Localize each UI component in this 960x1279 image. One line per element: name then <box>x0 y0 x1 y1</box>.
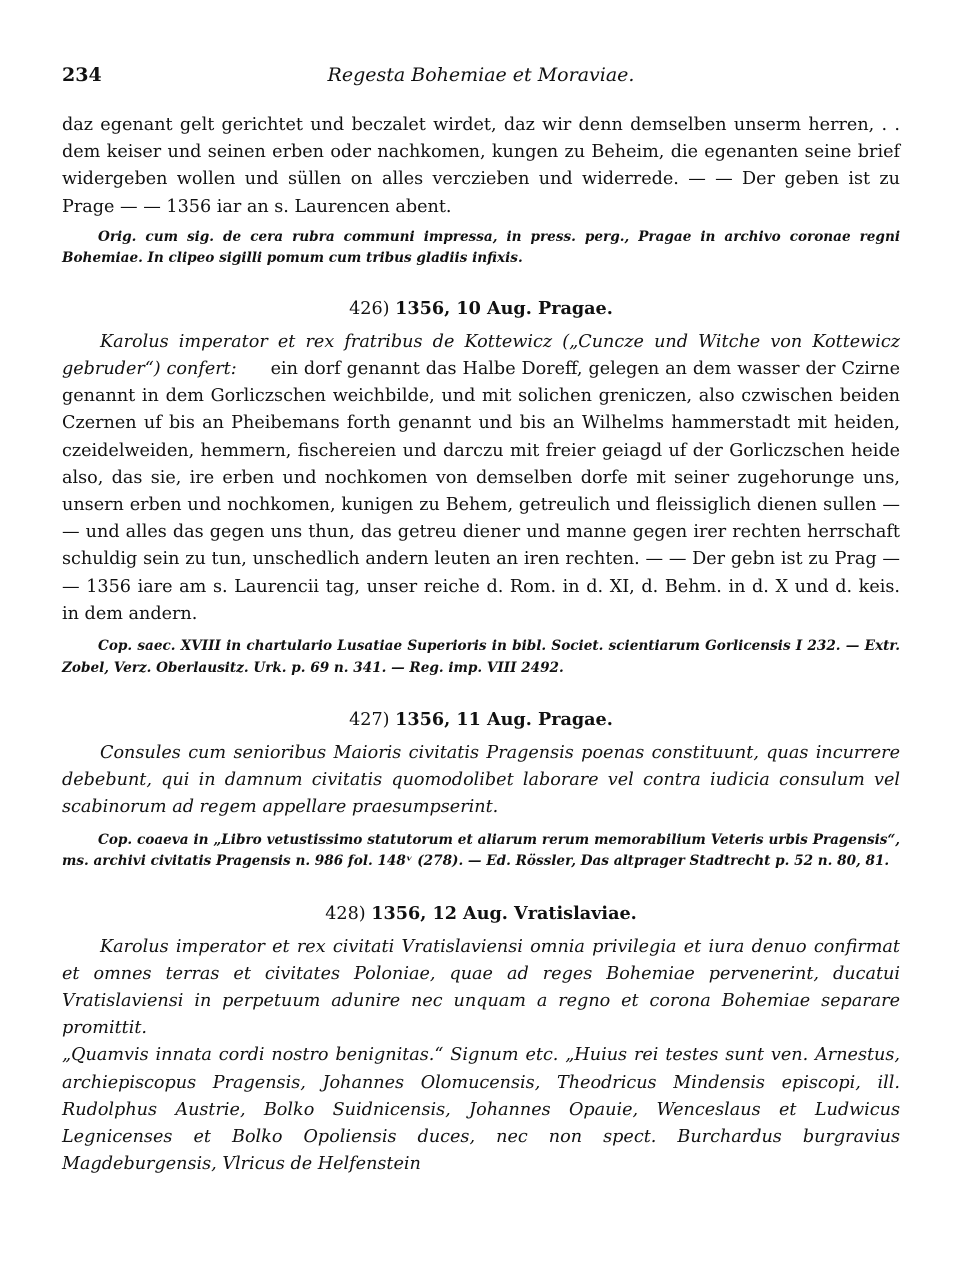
entry-note <box>62 636 900 679</box>
continuation-note-text: Orig. cum sig. de cera rubra communi impressa, in press. perg., Pragae in archivo coronae regni Bohemiae. In clipeo sigilli pomum cum tribus gladiis infixis. <box>62 228 900 267</box>
entry-number: 426) <box>349 298 390 319</box>
running-title: Regesta Bohemiae et Moraviae. <box>327 64 635 86</box>
entry-427 <box>62 709 900 873</box>
entry-heading <box>62 709 900 730</box>
entry-body <box>62 329 900 628</box>
entry-note-text: Cop. coaeva in „Libro vetustissimo statutorum et aliarum rerum memorabilium Veteris urbis Pragensis“, ms. archivi civitatis Pragensis n. 986 fol. 148ᵛ (278). — Ed. Rössler, Das altprager Stadtrecht p. 52 n. 80, 81. <box>62 831 900 870</box>
continuation-text: daz egenant gelt gerichtet und beczalet wirdet, daz wir denn demselben unserm herren, . . dem keiser und seinen erben oder nachkomen, kungen zu Beheim, die egenanten seine brief widergeben wollen und süllen on alles verczieben und widerrede. — — Der geben ist zu Prage — — 1356 iar an s. Laurencen abent. <box>62 115 900 217</box>
entry-428 <box>62 903 900 1179</box>
entry-summary: Consules cum senioribus Maioris civitatis Pragensis poenas constituunt, quas incurrere debebunt, qui in damnum civitatis quomodolibet laborare vel contra iudicia consulum vel scabinorum ad regem appellare praesumpserint. <box>62 743 900 818</box>
entry-heading <box>62 298 900 319</box>
entry-number: 427) <box>349 710 390 731</box>
entry-date: 1356, 12 Aug. Vratislaviae. <box>371 902 637 924</box>
document-page <box>62 58 900 1178</box>
entry-summary: Karolus imperator et rex fratribus de Kottewicz („Cuncze und Witche von Kottewicz gebruder“) confert: <box>62 331 900 380</box>
entry-heading <box>62 903 900 924</box>
entry-note-text: Cop. saec. XVIII in chartulario Lusatiae Superioris in bibl. Societ. scientiarum Gorlicensis I 232. — Extr. Zobel, Verz. Oberlausitz. Urk. p. 69 n. 341. — Reg. imp. VIII 2492. <box>62 638 900 676</box>
continuation-note <box>62 227 900 270</box>
entry-426 <box>62 298 900 679</box>
entry-text: „Quamvis innata cordi nostro benignitas.“ Signum etc. „Huius rei testes sunt ven. Arnestus, archiepiscopus Pragensis, Johannes Olomucensis, Theodricus Mindensis episcopi, ill. Rudolphus Austrie, Bolko Suidnicensis, Johannes Opauie, Wenceslaus et Ludwicus Legnicenses et Bolko Opoliensis duces, nec non spect. Burchardus burgravius Magdeburgensis, Vlricus de Helfenstein <box>62 1045 900 1175</box>
entry-date: 1356, 10 Aug. Pragae. <box>395 297 613 319</box>
entry-summary: Karolus imperator et rex civitati Vratislaviensi omnia privilegia et iura denuo confirmat et omnes terras et civitates Poloniae, quae ad reges Bohemiae pervenerint, ducatui Vratislaviensi in perpetuum adunire nec unquam a regno et corona Bohemiae separare promittit. <box>62 936 900 1039</box>
entry-date: 1356, 11 Aug. Pragae. <box>395 709 613 731</box>
entry-note <box>62 830 900 873</box>
running-head <box>62 58 900 98</box>
page-number: 234 <box>62 64 102 86</box>
entry-number: 428) <box>325 903 366 924</box>
entry-text: ein dorf genannt das Halbe Doreff, gelegen an dem wasser der Czirne genannt in dem Gorliczschen weichbilde, und mit solichen greniczen, also czwischen beiden Czernen uf bis an Pheibemans forth genannt und bis an Wilhelms hammerstadt mit heiden, czeidelweiden, hemmern, fischereien und darczu mit freier geiagd uf der Gorliczschen heide also, das sie, ire erben und nochkomen von demselben dorfe mit seiner zugehorunge uns, unsern erben und nochkomen, kunigen zu Behem, getreulich und fleissiglich dienen sullen — — und alles das gegen uns thun, das getreu diener und manne gegen irer rechten herrschaft schuldig sein zu tun, unschedlich andern leuten an iren rechten. — — Der gebn ist zu Prag — — 1356 iare am s. Laurencii tag, unser reiche d. Rom. in d. XI, d. Behm. in d. X und d. keis. in dem andern. <box>62 359 901 624</box>
